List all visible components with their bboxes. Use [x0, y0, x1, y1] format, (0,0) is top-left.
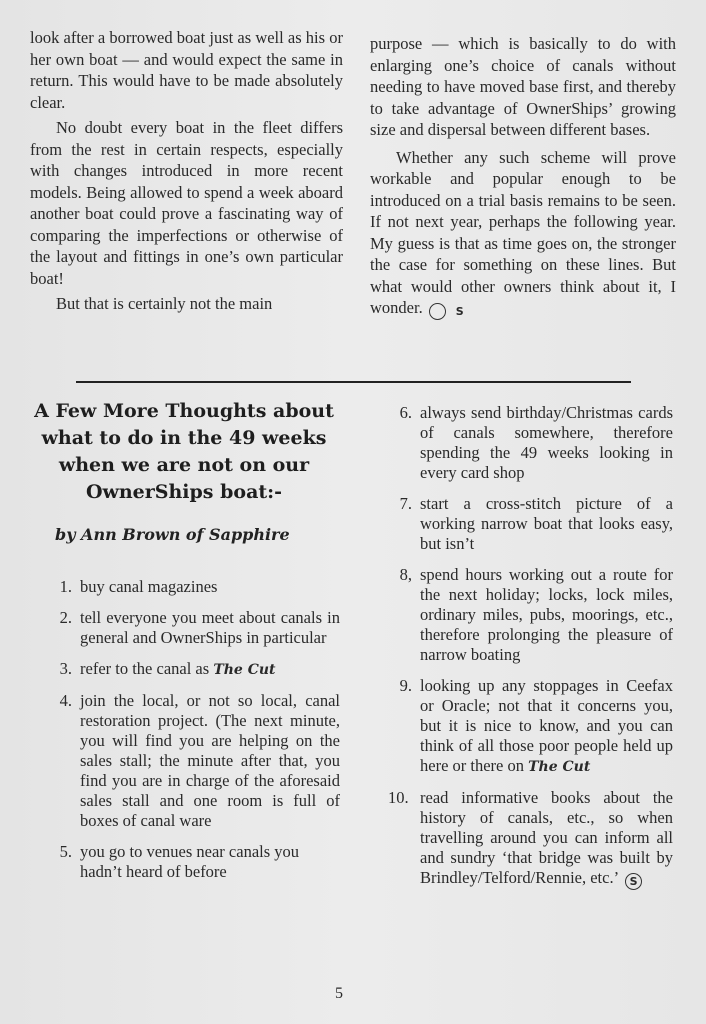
list-text: looking up any stoppages in Ceefax or Oracle; not that it concerns you, but it is nice to know, and you can think of all those poor people held up here or there on	[420, 676, 673, 775]
list-number: 8,	[399, 565, 412, 584]
list-number: 3.	[59, 659, 72, 678]
list-item	[388, 788, 673, 890]
list-number: 5.	[59, 842, 72, 861]
paragraph-text: Whether any such scheme will prove workable and popular enough to be introduced on a trial basis remains to be seen. If not next year, perhaps the following year. My guess is that as time goes on, the stronger the case for something on these lines. But what would other owners think about it, I wonder.	[370, 147, 676, 317]
paragraph: No doubt every boat in the fleet differs from the rest in certain respects, especially with changes introduced in more recent models. Being allowed to spend a week aboard another boat could prove a fascinating way of comparing the imperfections or otherwise of the layout and fittings in one’s own particular boat!	[30, 118, 343, 288]
paragraph: But that is certainly not the main	[56, 294, 273, 313]
list-number: 7.	[399, 494, 412, 513]
list-item	[59, 577, 340, 597]
page-number: 5	[335, 985, 343, 1002]
paragraph: purpose — which is basically to do with enlarging one’s choice of canals without needing to have moved base first, and thereby to take advantage of OwnerShips’ growing size and dispersal between different bases.	[370, 34, 676, 139]
list-text-emphasis: The Cut	[528, 759, 591, 775]
ownerships-seal-icon: S	[429, 303, 446, 320]
list-number: 2.	[59, 608, 72, 627]
list-text: read informative books about the history of canals, etc., so when travelling around you can inform all and sundry ‘that bridge was built by Brindley/Telford/Rennie, etc.’	[420, 788, 673, 887]
list-item	[59, 691, 340, 831]
list-number: 4.	[59, 691, 72, 710]
list-text: start a cross-stitch picture of a working narrow boat that looks easy, but isn’t	[420, 494, 673, 553]
section-divider	[76, 381, 631, 383]
list-left	[59, 577, 340, 882]
list-item	[59, 608, 340, 648]
article-byline: by Ann Brown of Sapphire	[55, 525, 290, 544]
list-text: buy canal magazines	[80, 577, 218, 596]
list-number: 10.	[388, 788, 409, 807]
list-number: 1.	[59, 577, 72, 596]
list-text-emphasis: The Cut	[213, 662, 276, 678]
list-item	[399, 403, 673, 483]
list-text: tell everyone you meet about canals in general and OwnerShips in particular	[80, 608, 340, 647]
list-number: 9.	[399, 676, 412, 695]
left-top-column	[30, 27, 343, 315]
ownerships-seal-icon: S	[625, 873, 642, 890]
list-text: refer to the canal as	[80, 659, 210, 678]
list-text: you go to venues near canals you hadn’t heard of before	[80, 842, 300, 881]
list-item	[399, 494, 673, 554]
list-text: join the local, or not so local, canal restoration project. (The next minute, you will find you are helping on the sales stall; the minute after that, you find you are in charge of the aforesaid sales stall and one room is full of boxes of canal ware	[80, 691, 340, 830]
right-top-column	[370, 33, 676, 320]
list-text: spend hours working out a route for the next holiday; locks, lock miles, ordinary miles, pubs, moorings, etc., therefore prolonging the pleasure of narrow boating	[420, 565, 673, 664]
article-title: A Few More Thoughts about what to do in the 49 weeks when we are not on our OwnerShips boat:-	[34, 400, 334, 503]
list-text: always send birthday/Christmas cards of canals somewhere, therefore spending the 49 weeks looking in every card shop	[420, 403, 673, 482]
list-item	[399, 676, 673, 777]
list-number: 6.	[399, 403, 412, 422]
list-item	[59, 659, 340, 680]
list-item	[399, 565, 673, 665]
list-right	[388, 403, 673, 890]
paragraph: look after a borrowed boat just as well as his or her own boat — and would expect the same in return. This would have to be made absolutely clear.	[30, 28, 343, 112]
paragraph	[370, 147, 676, 321]
list-item	[59, 842, 340, 882]
